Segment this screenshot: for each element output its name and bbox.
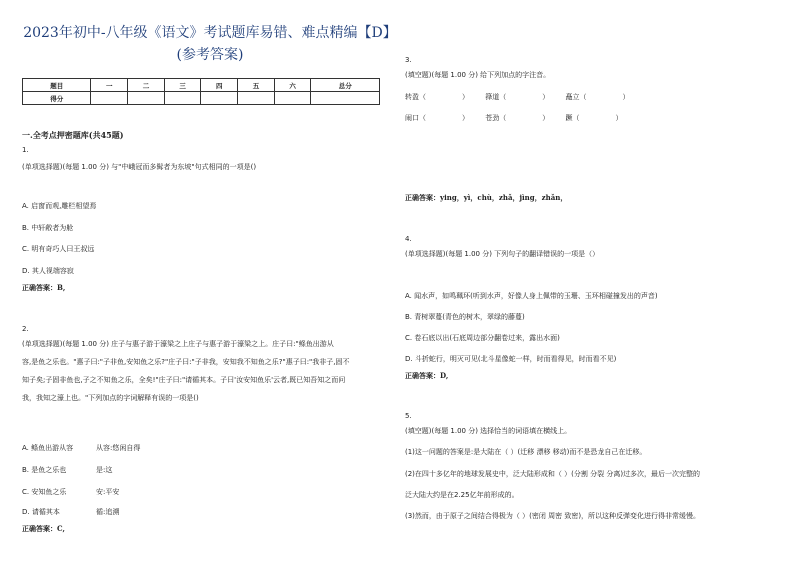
option-a: A. 鲦鱼出游从容 bbox=[22, 444, 74, 452]
fill-line: (2)在四十多亿年的地球发展史中，泛大陆形成和（ ）(分割 分裂 分离)过多次，最后一次完整的 bbox=[405, 470, 701, 478]
question-stem-line: (单项选择题)(每题 1.00 分) 庄子与惠子游于濠梁之上庄子与惠子游于濠梁之上。庄子曰:"鲦鱼出游从 bbox=[22, 340, 334, 348]
fill-line: 泛大陆大约是在2.25亿年前形成的。 bbox=[405, 491, 519, 499]
question-stem-line: 容,是鱼之乐也。"惠子曰:"子非鱼,安知鱼之乐?"庄子曰:"子非我，安知我不知鱼之乐?"惠子曰:"我非子,固不 bbox=[22, 358, 350, 366]
pinyin-item: 蹶（ bbox=[565, 114, 580, 122]
question-stem-line: 我，我知之濠上也。"下列加点的字词解释有误的一项是() bbox=[22, 394, 199, 402]
option-c: C. 明有奇巧人曰王叔远 bbox=[22, 245, 95, 253]
option-d-gloss: 循:追溯 bbox=[96, 508, 120, 516]
section-heading: 一.全考点押密题库(共45题) bbox=[22, 130, 124, 140]
option-b: B. 是鱼之乐也 bbox=[22, 466, 67, 474]
table-header-cell: 五 bbox=[238, 79, 275, 92]
option-a-gloss: 从容:悠闲自得 bbox=[96, 444, 141, 452]
option-d: D. 其人视端容寂 bbox=[22, 267, 74, 275]
pinyin-item: 苍劲（ bbox=[485, 114, 507, 122]
score-cell bbox=[311, 92, 380, 105]
answer-text: 正确答案：ying，yì，chù，zhǎ，jìng，zhǎn， bbox=[405, 193, 568, 202]
option-c-gloss: 安:平安 bbox=[96, 488, 120, 496]
table-header-cell: 六 bbox=[274, 79, 311, 92]
pinyin-item: 矗立（ bbox=[565, 93, 587, 101]
fill-line: (1)这一问题的答案是:是大陆在（ ）(迁移 漂移 移动)而不是恐龙自己在迁移。 bbox=[405, 448, 647, 456]
answer-text: 正确答案：C, bbox=[22, 524, 65, 533]
question-stem: (单项选择题)(每题 1.00 分) 与"中峨冠而多髯者为东坡"句式相同的一项是() bbox=[22, 163, 257, 171]
option-d: D. 请循其本 bbox=[22, 508, 60, 516]
score-cell bbox=[164, 92, 201, 105]
question-number: 3. bbox=[405, 56, 412, 64]
score-table-score-row bbox=[23, 92, 380, 105]
score-cell bbox=[128, 92, 165, 105]
option-b: B. 青树翠蔓(青色的树木，翠绿的藤蔓) bbox=[405, 313, 525, 321]
question-stem: (单项选择题)(每题 1.00 分) 下列句子的翻译错误的一项是（） bbox=[405, 250, 600, 258]
option-d: D. 斗折蛇行，明灭可见(北斗星像蛇一样，时而看得见，时而看不见) bbox=[405, 355, 617, 363]
table-header-cell: 三 bbox=[164, 79, 201, 92]
page-title: 2023年初中-八年级《语文》考试题库易错、难点精编【D】(参考答案) bbox=[23, 25, 397, 63]
question-stem-line: 知子矣;子固非鱼也,子之不知鱼之乐，全矣!"庄子曰:"请循其本。子曰'汝安知鱼乐'云者,既已知吾知之而问 bbox=[22, 376, 346, 384]
question-number: 2. bbox=[22, 325, 29, 333]
answer-text: 正确答案：D, bbox=[405, 371, 449, 380]
option-b-gloss: 是:这 bbox=[96, 466, 113, 474]
fill-line: (3)然而，由于原子之间结合得极为（ ）(密闭 周密 致密)，所以这种反弹变化进行得非常缓慢。 bbox=[405, 512, 701, 520]
table-header-cell: 四 bbox=[201, 79, 238, 92]
question-stem: (填空题)(每题 1.00 分) 给下列加点的字注音。 bbox=[405, 71, 551, 79]
pinyin-item: 闹口（ bbox=[405, 114, 426, 122]
option-a: A. 闻水声，如鸣珮环(听到水声，好像人身上佩带的玉珊、玉环相碰撞发出的声音) bbox=[405, 292, 658, 300]
pinyin-item: 箨道（ bbox=[485, 93, 507, 101]
option-b: B. 中轩敞者为舱 bbox=[22, 224, 74, 232]
score-cell bbox=[91, 92, 128, 105]
score-table bbox=[22, 78, 380, 105]
option-c: C. 卷石底以出(石底周边部分翻卷过来，露出水面) bbox=[405, 334, 560, 342]
pinyin-row: 转盈（ ） 箨道（ ） 矗立（ ） bbox=[405, 93, 630, 101]
option-c: C. 安知鱼之乐 bbox=[22, 488, 67, 496]
table-header-cell: 一 bbox=[91, 79, 128, 92]
table-header-cell: 题目 bbox=[23, 79, 91, 92]
score-cell bbox=[274, 92, 311, 105]
pinyin-row: 闹口（ ） 苍劲（ ） 蹶（ ） bbox=[405, 114, 623, 122]
question-number: 4. bbox=[405, 235, 412, 243]
table-header-cell: 总分 bbox=[311, 79, 380, 92]
table-row-label: 得分 bbox=[23, 92, 91, 105]
question-stem: (填空题)(每题 1.00 分) 选择恰当的词语填在横线上。 bbox=[405, 427, 572, 435]
score-table-header-row bbox=[23, 79, 380, 92]
question-number: 5. bbox=[405, 412, 412, 420]
question-number: 1. bbox=[22, 146, 29, 154]
score-cell bbox=[201, 92, 238, 105]
option-a: A. 启窗而观,雕栏相望焉 bbox=[22, 202, 97, 210]
score-cell bbox=[238, 92, 275, 105]
table-header-cell: 二 bbox=[128, 79, 165, 92]
pinyin-item: 转盈（ bbox=[405, 93, 426, 101]
answer-text: 正确答案：B, bbox=[22, 283, 66, 292]
